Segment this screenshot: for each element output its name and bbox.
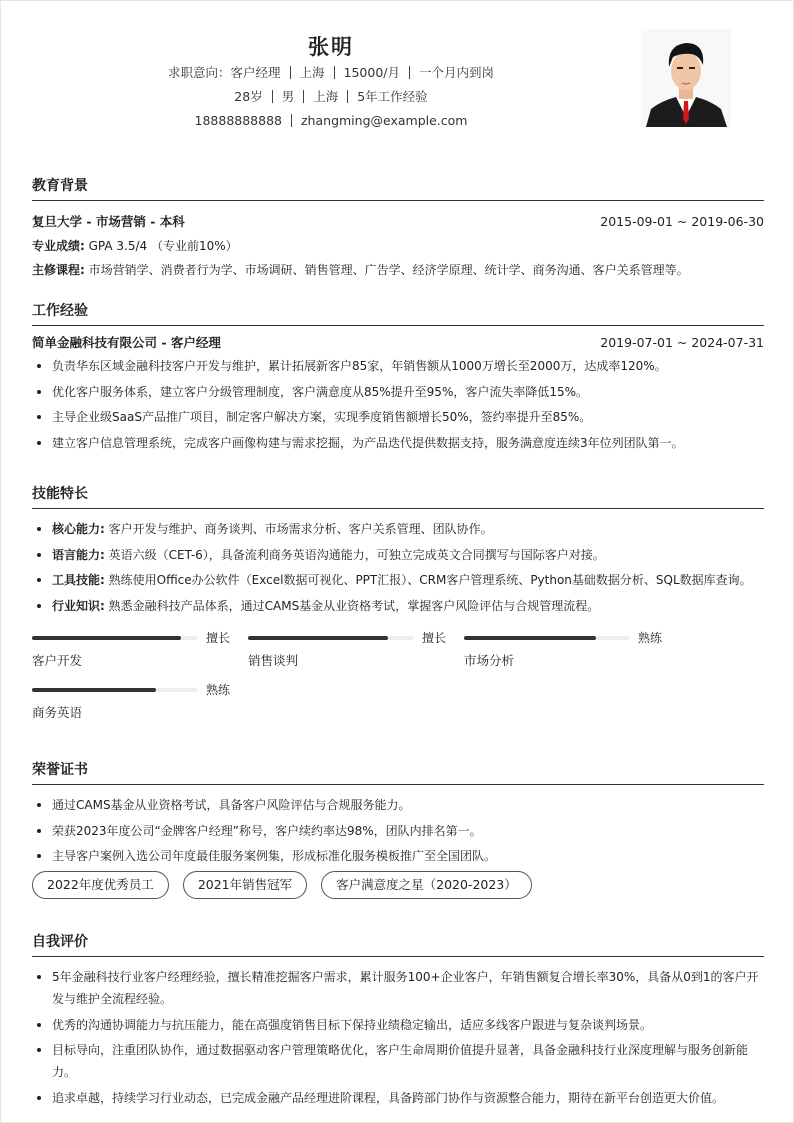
- skill-fill: [248, 636, 388, 640]
- list-item: 主导客户案例入选公司年度最佳服务案例集，形成标准化服务模板推广至全国团队。: [32, 845, 764, 867]
- info-item: 求职意向：客户经理: [167, 65, 281, 80]
- section-title: 工作经验: [32, 300, 764, 326]
- skills-section: [32, 483, 764, 735]
- skill-name: 销售谈判: [248, 652, 299, 668]
- personal-info-line: [21, 85, 641, 109]
- list-item: 目标导向，注重团队协作，通过数据驱动客户管理策略优化，客户生命周期价值提升显著，具备金融科技行业深度理解与服务创新能力。: [32, 1039, 764, 1083]
- skill-track: [32, 636, 197, 640]
- list-item: 负责华东区域金融科技客户开发与维护，累计拓展新客户85家，年销售额从1000万增长至2000万，达成率120%。: [32, 355, 764, 377]
- skill-bars: [32, 631, 764, 735]
- skill-level: 擅长: [422, 631, 447, 645]
- skill-name: 市场分析: [464, 652, 515, 668]
- courses-value: 市场营销学、消费者行为学、市场调研、销售管理、广告学、经济学原理、统计学、商务沟通、客户关系管理等。: [84, 263, 689, 277]
- list-item: 语言能力: 英语六级（CET-6），具备流利商务英语沟通能力，可独立完成英文合同撰写与国际客户对接。: [32, 544, 764, 566]
- list-item: 优秀的沟通协调能力与抗压能力，能在高强度销售目标下保持业绩稳定输出，适应多线客户跟进与复杂谈判场景。: [32, 1014, 764, 1036]
- info-item: 上海: [313, 89, 339, 104]
- skill-bar-item: [32, 631, 248, 683]
- skill-bar-item: [464, 631, 680, 683]
- list-item: 主导企业级SaaS产品推广项目，制定客户解决方案，实现季度销售额增长50%，签约率提升至85%。: [32, 406, 764, 428]
- candidate-name: 张明: [308, 35, 354, 59]
- info-item: 5年工作经验: [357, 89, 428, 104]
- list-item: 荣获2023年度公司“金牌客户经理”称号，客户续约率达98%，团队内排名第一。: [32, 820, 764, 842]
- honor-tag: 2022年度优秀员工: [32, 871, 169, 899]
- skill-fill: [464, 636, 596, 640]
- education-date: 2015-09-01 ~ 2019-06-30: [600, 214, 764, 229]
- section-title: 自我评价: [32, 931, 764, 957]
- skill-track: [464, 636, 629, 640]
- gpa-value: GPA 3.5/4 （专业前10%）: [84, 239, 238, 253]
- skill-level: 熟练: [638, 631, 663, 645]
- skill-bar-item: [32, 683, 248, 735]
- list-item: 核心能力: 客户开发与维护、商务谈判、市场需求分析、客户关系管理、团队协作。: [32, 518, 764, 540]
- skill-level: 擅长: [206, 631, 231, 645]
- self-evaluation-section: [32, 931, 764, 1112]
- skill-fill: [32, 688, 156, 692]
- list-item: 优化客户服务体系，建立客户分级管理制度，客户满意度从85%提升至95%，客户流失率降低15%。: [32, 381, 764, 403]
- info-item: 男: [281, 89, 295, 104]
- list-item: 建立客户信息管理系统，完成客户画像构建与需求挖掘，为产品迭代提供数据支持，服务满意度连续3年位列团队第一。: [32, 432, 764, 454]
- skill-fill: [32, 636, 181, 640]
- contact-line: [21, 109, 641, 133]
- education-section: [32, 175, 764, 282]
- phone: 18888888888: [194, 113, 282, 128]
- skill-level: 熟练: [206, 683, 231, 697]
- honor-tag: 2021年销售冠军: [183, 871, 307, 899]
- skill-name: 商务英语: [32, 704, 83, 720]
- honor-tag: 客户满意度之星（2020-2023）: [321, 871, 532, 899]
- work-date: 2019-07-01 ~ 2024-07-31: [600, 335, 764, 350]
- work-section: [32, 300, 764, 457]
- info-item: 上海: [299, 65, 325, 80]
- resume-header: [1, 31, 641, 133]
- company-role: 简单金融科技有限公司 - 客户经理: [32, 335, 221, 350]
- section-title: 荣誉证书: [32, 759, 764, 785]
- list-item: 5年金融科技行业客户经理经验，擅长精准挖掘客户需求，累计服务100+企业客户，年销售额复合增长率30%，具备从0到1的客户开发与维护全流程经验。: [32, 966, 764, 1010]
- info-item: 28岁: [234, 89, 263, 104]
- email: zhangming@example.com: [301, 113, 468, 128]
- info-item: 一个月内到岗: [419, 65, 495, 80]
- list-item: 追求卓越，持续学习行业动态，已完成金融产品经理进阶课程，具备跨部门协作与资源整合能力，期待在新平台创造更大价值。: [32, 1087, 764, 1109]
- section-title: 技能特长: [32, 483, 764, 509]
- honors-section: [32, 759, 764, 899]
- job-intent-line: [21, 61, 641, 85]
- list-item: 行业知识: 熟悉金融科技产品体系，通过CAMS基金从业资格考试，掌握客户风险评估与合规管理流程。: [32, 595, 764, 617]
- skill-bar-item: [248, 631, 464, 683]
- school-major-degree: 复旦大学 - 市场营销 - 本科: [32, 214, 185, 229]
- skill-track: [32, 688, 197, 692]
- courses-label: 主修课程:: [32, 263, 85, 277]
- avatar-portrait-icon: [641, 29, 731, 127]
- info-item: 15000/月: [343, 65, 400, 80]
- section-title: 教育背景: [32, 175, 764, 201]
- skill-track: [248, 636, 413, 640]
- skill-name: 客户开发: [32, 652, 83, 668]
- list-item: 工具技能: 熟练使用Office办公软件（Excel数据可视化、PPT汇报）、CRM客户管理系统、Python基础数据分析、SQL数据库查询。: [32, 569, 764, 591]
- gpa-label: 专业成绩:: [32, 239, 85, 253]
- list-item: 通过CAMS基金从业资格考试，具备客户风险评估与合规服务能力。: [32, 794, 764, 816]
